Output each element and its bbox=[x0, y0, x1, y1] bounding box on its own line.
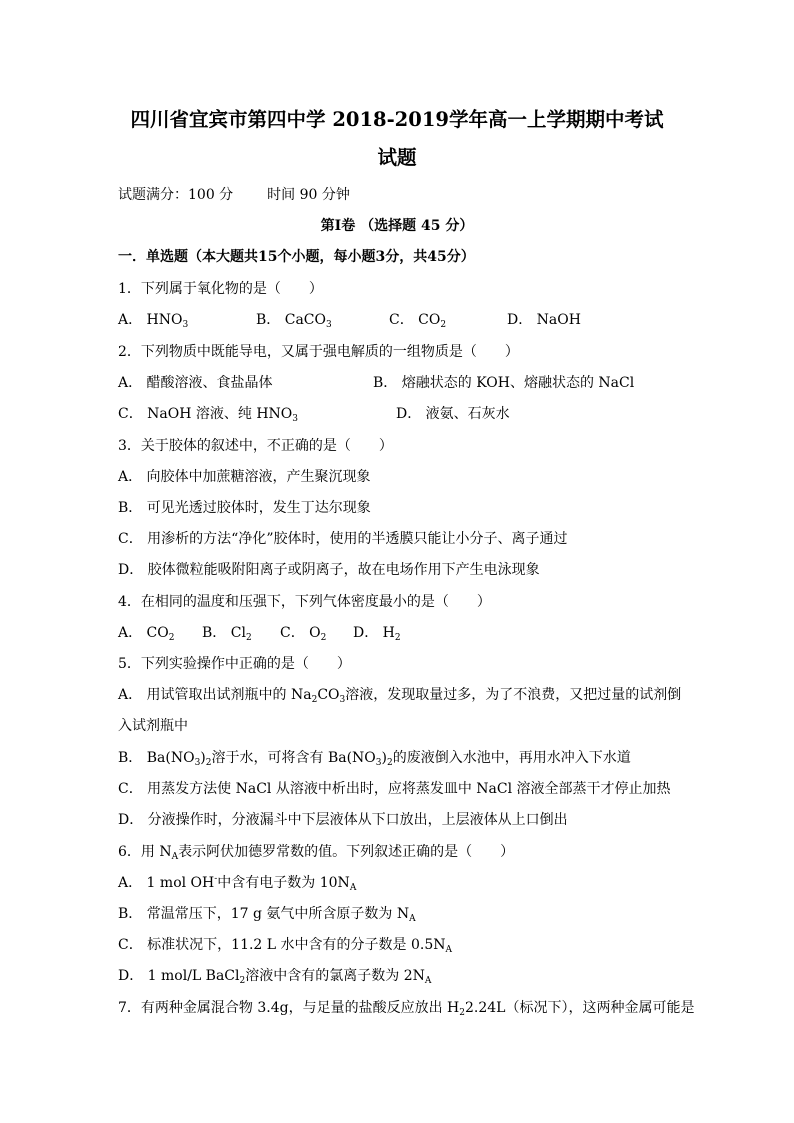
question-3-stem: 3．关于胶体的叙述中，不正确的是（ ） bbox=[118, 438, 393, 454]
question-5-option-a: A． 用试管取出试剂瓶中的 $Na_2CO_3$溶液，发现取量过多，为了不浪费，又把过量的试剂倒 bbox=[118, 687, 682, 705]
question-6-option-d: D． 1 mol/L BaCl$_2$溶液中含有的氯离子数为 $2N_A$ bbox=[118, 968, 432, 986]
question-1-option-b: B． CaCO$_3$ bbox=[256, 312, 332, 330]
question-1-option-c: C． $CO_2$ bbox=[389, 312, 447, 330]
question-4-option-b: B． $Cl_2$ bbox=[202, 625, 252, 643]
section-title: 第Ⅰ卷 （选择题 45 分） bbox=[320, 218, 474, 234]
exam-meta bbox=[118, 186, 350, 204]
question-3-option-d: D． 胶体微粒能吸附阳离子或阴离子，故在电场作用下产生电泳现象 bbox=[118, 562, 540, 578]
page-title-line1: 四川省宜宾市第四中学 2018-2019学年高一上学期期中考试 bbox=[130, 108, 664, 131]
question-6-option-b: B． 常温常压下，17 g 氨气中所含原子数为 $N_A$ bbox=[118, 906, 416, 924]
question-4-stem: 4．在相同的温度和压强下，下列气体密度最小的是（ ） bbox=[118, 594, 491, 610]
question-6-option-a: A． 1 mol OH-中含有电子数为 $10N_A$ bbox=[118, 874, 357, 893]
question-3-option-a: A． 向胶体中加蔗糖溶液，产生聚沉现象 bbox=[118, 469, 371, 485]
question-4-option-a: A． $CO_2$ bbox=[118, 625, 175, 643]
page-title-line2: 试题 bbox=[377, 146, 417, 169]
time-info: 时间 90 分钟 bbox=[267, 187, 350, 203]
question-6-stem: 6．用 $N_A$表示阿伏加德罗常数的值。下列叙述正确的是（ ） bbox=[118, 844, 515, 862]
question-1-option-a: A． $HNO_3$ bbox=[118, 312, 189, 330]
question-2-option-d: D． 液氨、石灰水 bbox=[396, 406, 510, 422]
question-1-stem: 1．下列属于氧化物的是（ ） bbox=[118, 281, 323, 297]
question-7-stem: 7．有两种金属混合物 3.4g，与足量的盐酸反应放出 $H_22.24L$（标况下），这两种金属可能是 bbox=[118, 1000, 695, 1018]
question-3-option-b: B． 可见光透过胶体时，发生丁达尔现象 bbox=[118, 500, 371, 516]
question-5-option-d: D． 分液操作时，分液漏斗中下层液体从下口放出，上层液体从上口倒出 bbox=[118, 812, 568, 828]
question-5-stem: 5．下列实验操作中正确的是（ ） bbox=[118, 656, 351, 672]
question-4-option-c: C． $O_2$ bbox=[280, 625, 327, 643]
question-5-option-b: B． $Ba(NO_3)_2$溶于水，可将含有 $Ba(NO_3)_2$的废液倒入水池中，再用水冲入下水道 bbox=[118, 750, 631, 768]
part-heading: 一．单选题（本大题共15个小题，每小题3分，共45分） bbox=[118, 249, 475, 265]
question-5-option-c: C． 用蒸发方法使 NaCl 从溶液中析出时，应将蒸发皿中 NaCl 溶液全部蒸干才停止加热 bbox=[118, 781, 671, 797]
question-4-option-d: D． $H_2$ bbox=[353, 625, 401, 643]
score-info: 试题满分：100 分 bbox=[118, 187, 234, 203]
question-3-option-c: C． 用渗析的方法“净化”胶体时，使用的半透膜只能让小分子、离子通过 bbox=[118, 531, 568, 547]
question-5-option-a-cont: 入试剂瓶中 bbox=[118, 718, 188, 734]
question-2-option-c: C． NaOH 溶液、纯 $HNO_3$ bbox=[118, 406, 299, 424]
question-2-option-a: A． 醋酸溶液、食盐晶体 bbox=[118, 375, 273, 391]
question-6-option-c: C． 标准状况下，11.2 L 水中含有的分子数是 $0.5N_A$ bbox=[118, 937, 452, 955]
question-2-option-b: B． 熔融状态的 KOH、熔融状态的 NaCl bbox=[373, 375, 635, 391]
question-1-option-d: D． NaOH bbox=[507, 312, 581, 328]
question-2-stem: 2．下列物质中既能导电，又属于强电解质的一组物质是（ ） bbox=[118, 344, 519, 360]
